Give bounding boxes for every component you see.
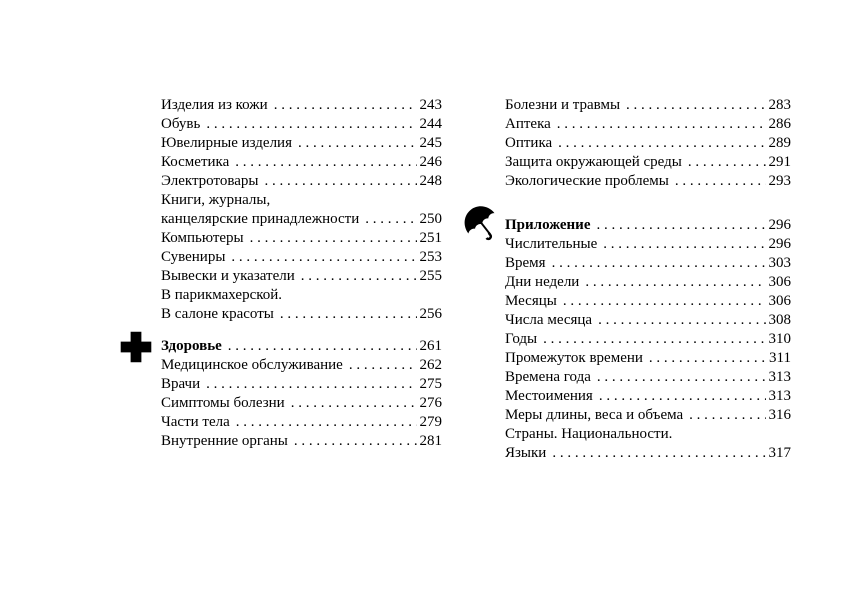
toc-entry (161, 134, 442, 153)
toc-entry-page: 245 (419, 135, 442, 151)
toc-entry (505, 292, 791, 311)
toc-entry-page: 255 (419, 268, 442, 284)
toc-entry-label: Обувь (161, 116, 201, 132)
toc-entry-label: Защита окружающей среды (505, 154, 682, 170)
toc-entry-label: Косметика (161, 154, 230, 170)
toc-entry (161, 153, 442, 172)
toc-entry (161, 229, 442, 248)
dot-leader (597, 368, 766, 387)
toc-entry (161, 267, 442, 286)
toc-entry-label: Изделия из кожи (161, 97, 268, 113)
dot-leader (280, 305, 417, 324)
dot-leader (626, 96, 765, 115)
dot-leader (206, 115, 416, 134)
toc-entry-page: 289 (768, 135, 791, 151)
toc-entry-label: Книги, журналы, (161, 192, 271, 208)
dot-leader (206, 375, 416, 394)
toc-entry-page: 250 (419, 211, 442, 227)
toc-entry (505, 235, 791, 254)
toc-entry (161, 210, 442, 229)
toc-entry-page: 313 (768, 369, 791, 385)
toc-entry (505, 115, 791, 134)
toc-entry (161, 172, 442, 191)
dot-leader (301, 267, 417, 286)
dot-leader (599, 387, 766, 406)
toc-entry (161, 432, 442, 451)
dot-leader (675, 172, 766, 191)
toc-entry-page: 256 (419, 306, 442, 322)
toc-entry-page: 276 (419, 395, 442, 411)
toc-entry-label: Симптомы болезни (161, 395, 285, 411)
dot-leader (231, 248, 416, 267)
toc-section (161, 96, 442, 324)
toc-entry-label: Меры длины, веса и объема (505, 407, 684, 423)
toc-section-header (161, 337, 442, 356)
toc-entry (161, 413, 442, 432)
toc-entry-page: 283 (768, 97, 791, 113)
toc-entry (505, 311, 791, 330)
toc-entry-page: 316 (768, 407, 791, 423)
toc-entry (161, 394, 442, 413)
dot-leader (557, 115, 766, 134)
toc-entry (161, 248, 442, 267)
toc-entry-label: Оптика (505, 135, 553, 151)
dot-leader (563, 292, 766, 311)
toc-entry-label: Электротовары (161, 173, 259, 189)
toc-entry-page: 313 (768, 388, 791, 404)
dot-leader (298, 134, 417, 153)
toc-entry-label: Вывески и указатели (161, 268, 295, 284)
toc-entry-page: 296 (768, 236, 791, 252)
dot-leader (649, 349, 766, 368)
dot-leader (596, 216, 765, 235)
dot-leader (585, 273, 765, 292)
toc-entry-label: Годы (505, 331, 538, 347)
toc-entry-page: 306 (768, 274, 791, 290)
toc-entry-label: Приложение (505, 217, 591, 233)
toc-section (505, 96, 791, 191)
toc-entry (505, 153, 791, 172)
toc-entry-label: Месяцы (505, 293, 557, 309)
toc-entry-page: 262 (419, 357, 442, 373)
toc-entry-label: Сувениры (161, 249, 226, 265)
dot-leader (274, 96, 417, 115)
toc-entry-page: 246 (419, 154, 442, 170)
toc-entry-label: Внутренние органы (161, 433, 288, 449)
toc-entry-label: Дни недели (505, 274, 580, 290)
toc-entry-page: 317 (768, 445, 791, 461)
toc-entry (161, 96, 442, 115)
toc-entry-label: Здоровье (161, 338, 222, 354)
toc-entry-page: 261 (419, 338, 442, 354)
dot-leader (689, 406, 765, 425)
dot-leader (349, 356, 417, 375)
dot-leader (291, 394, 417, 413)
dot-leader (688, 153, 766, 172)
toc-entry (505, 134, 791, 153)
toc-entry-page: 310 (768, 331, 791, 347)
toc-entry (161, 356, 442, 375)
toc-entry (505, 387, 791, 406)
dot-leader (294, 432, 417, 451)
toc-entry-page: 306 (768, 293, 791, 309)
dot-leader (228, 337, 417, 356)
toc-entry (161, 305, 442, 324)
dot-leader (558, 134, 765, 153)
toc-right-column (505, 96, 791, 463)
toc-entry-page: 253 (419, 249, 442, 265)
toc-entry (161, 191, 442, 210)
toc-entry-label: Числа месяца (505, 312, 593, 328)
toc-entry (505, 330, 791, 349)
toc-entry (505, 349, 791, 368)
toc-section-header (505, 216, 791, 235)
toc-entry-label: Компьютеры (161, 230, 244, 246)
toc-entry (161, 286, 442, 305)
toc-entry (505, 273, 791, 292)
toc-entry (505, 172, 791, 191)
toc-section (161, 337, 442, 451)
toc-entry-label: Врачи (161, 376, 201, 392)
toc-entry (505, 368, 791, 387)
toc-entry-page: 244 (419, 116, 442, 132)
toc-entry (505, 96, 791, 115)
toc-entry-page: 251 (419, 230, 442, 246)
toc-entry-label: Промежуток времени (505, 350, 643, 366)
toc-entry-page: 296 (768, 217, 791, 233)
toc-left-column (161, 96, 442, 451)
dot-leader (552, 254, 766, 273)
toc-entry-page: 308 (768, 312, 791, 328)
toc-section (505, 216, 791, 463)
toc-entry-label: Время (505, 255, 546, 271)
toc-entry-label: Экологические проблемы (505, 173, 669, 189)
dot-leader (264, 172, 416, 191)
toc-entry-label: Местоимения (505, 388, 593, 404)
toc-entry (161, 375, 442, 394)
toc-entry-label: Части тела (161, 414, 230, 430)
dot-leader (250, 229, 417, 248)
toc-entry-label: Аптека (505, 116, 551, 132)
toc-entry-page: 243 (419, 97, 442, 113)
toc-entry (505, 444, 791, 463)
toc-entry-label: Числительные (505, 236, 598, 252)
dot-leader (598, 311, 765, 330)
toc-entry-page: 311 (769, 350, 791, 366)
toc-entry-label: Страны. Национальности. (505, 426, 673, 442)
toc-entry-label: Ювелирные изделия (161, 135, 292, 151)
toc-entry (505, 425, 791, 444)
dot-leader (365, 210, 416, 229)
toc-entry-page: 279 (419, 414, 442, 430)
toc-entry-page: 303 (768, 255, 791, 271)
toc-entry-label: канцелярские принадлежности (161, 211, 360, 227)
toc-entry-label: В парикмахерской. (161, 287, 283, 303)
toc-entry-label: Болезни и травмы (505, 97, 621, 113)
dot-leader (552, 444, 765, 463)
toc-entry-label: Языки (505, 445, 547, 461)
toc-entry-page: 248 (419, 173, 442, 189)
cross-icon (119, 330, 153, 364)
toc-entry (161, 115, 442, 134)
dot-leader (236, 413, 417, 432)
toc-entry-page: 291 (768, 154, 791, 170)
toc-entry (505, 254, 791, 273)
toc-entry-page: 275 (419, 376, 442, 392)
toc-entry-page: 286 (768, 116, 791, 132)
dot-leader (603, 235, 765, 254)
toc-entry-page: 281 (419, 433, 442, 449)
toc-entry-label: Медицинское обслуживание (161, 357, 343, 373)
umbrella-icon (461, 203, 503, 245)
toc-entry (505, 406, 791, 425)
toc-entry-label: Времена года (505, 369, 591, 385)
dot-leader (543, 330, 765, 349)
toc-entry-label: В салоне красоты (161, 306, 274, 322)
toc-entry-page: 293 (768, 173, 791, 189)
dot-leader (235, 153, 416, 172)
